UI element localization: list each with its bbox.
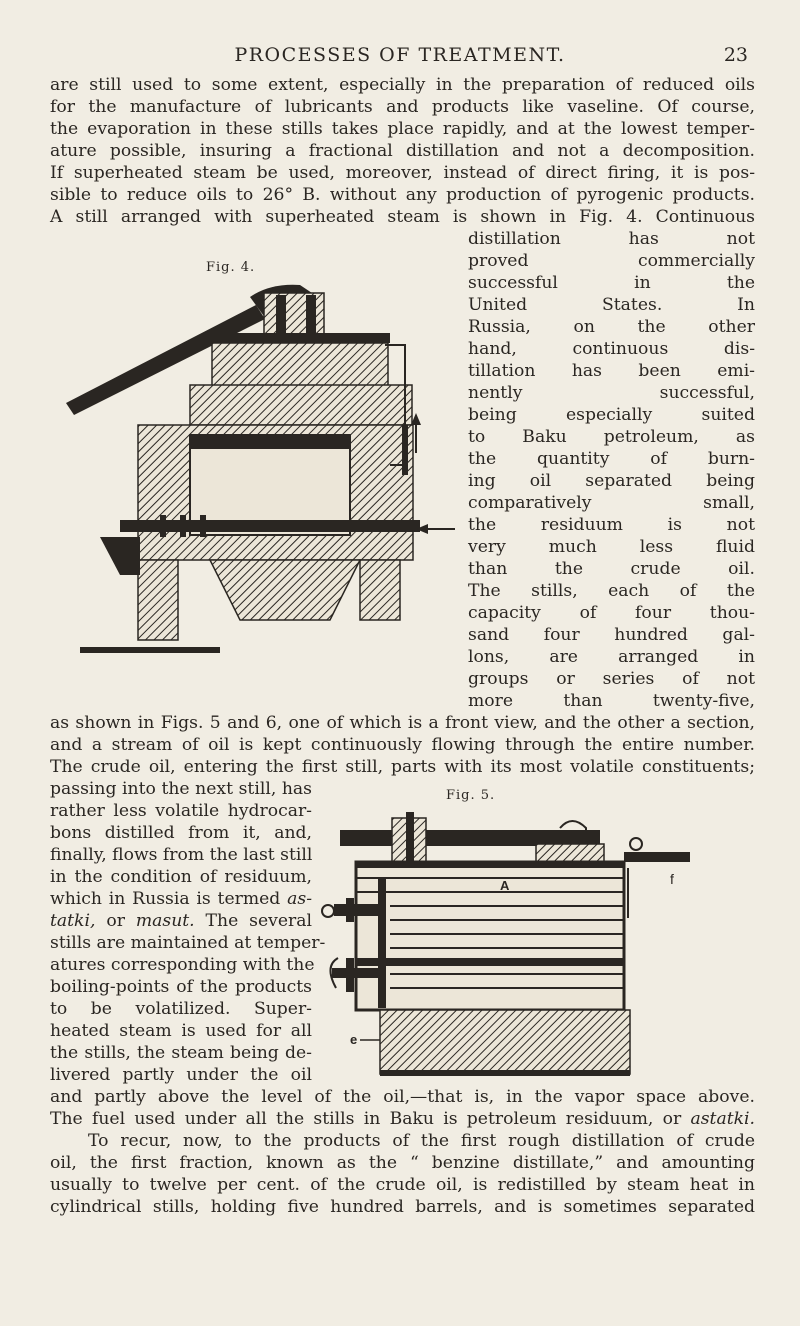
figure-5-still-section (310, 808, 710, 1088)
text-line: which in Russia is termed as- (50, 889, 312, 909)
text-line: the quantity of burn- (468, 449, 755, 469)
text-line: proved commercially (468, 251, 755, 271)
text-line: very much less fluid (468, 537, 755, 557)
text-line: ature possible, insuring a fractional distillation and not a decomposition. (50, 141, 755, 161)
figure-caption: Fig. 5. (446, 788, 496, 803)
text-line: bons distilled from it, and, (50, 823, 312, 843)
figure-label-e: e (350, 1032, 358, 1047)
text-line: United States. In (468, 295, 755, 315)
text-line: The crude oil, entering the first still, parts with its most volatile constituents; (50, 757, 755, 777)
text-line: To recur, now, to the products of the first rough distillation of crude (88, 1131, 755, 1151)
text-line: the residuum is not (468, 515, 755, 535)
text-line: The fuel used under all the stills in Baku is petroleum residuum, or astatki. (50, 1109, 755, 1129)
text-line: lons, are arranged in (468, 647, 755, 667)
text-line: tillation has been emi- (468, 361, 755, 381)
text-line: as shown in Figs. 5 and 6, one of which is a front view, and the other a section, (50, 713, 755, 733)
text-line: tatki, or masut. The several (50, 911, 312, 931)
text-line: for the manufacture of lubricants and products like vaseline. Of course, (50, 97, 755, 117)
text-line: are still used to some extent, especially in the preparation of reduced oils (50, 75, 755, 95)
text-line: usually to twelve per cent. of the crude oil, is redistilled by steam heat in (50, 1175, 755, 1195)
text-line: the stills, the steam being de- (50, 1043, 312, 1063)
page-number: 23 (723, 44, 748, 66)
text-line: distillation has not (468, 229, 755, 249)
running-head: PROCESSES OF TREATMENT. (234, 44, 566, 66)
text-line: The stills, each of the (468, 581, 755, 601)
text-line: capacity of four thou- (468, 603, 755, 623)
text-line: heated steam is used for all (50, 1021, 312, 1041)
text-line: If superheated steam be used, moreover, instead of direct firing, it is pos- (50, 163, 755, 183)
text-line: and a stream of oil is kept continuously flowing through the entire number. (50, 735, 755, 755)
text-line: boiling-points of the products (50, 977, 312, 997)
text-line: A still arranged with superheated steam is shown in Fig. 4. Continuous (50, 207, 755, 227)
text-line: oil, the first fraction, known as the “ benzine distillate,” and amounting (50, 1153, 755, 1173)
text-line: atures corresponding with the (50, 955, 315, 975)
text-line: sible to reduce oils to 26° B. without any production of pyrogenic products. (50, 185, 755, 205)
text-line: rather less volatile hydrocar- (50, 801, 312, 821)
text-line: the evaporation in these stills takes place rapidly, and at the lowest temper- (50, 119, 755, 139)
text-line: more than twenty-five, (468, 691, 755, 711)
figure-4-still-illustration (60, 275, 465, 655)
text-line: cylindrical stills, holding five hundred barrels, and is sometimes separated (50, 1197, 755, 1217)
text-line: than the crude oil. (468, 559, 755, 579)
text-line: nently successful, (468, 383, 755, 403)
text-line: successful in the (468, 273, 755, 293)
text-line: hand, continuous dis- (468, 339, 755, 359)
text-line: ing oil separated being (468, 471, 755, 491)
text-line: in the condition of residuum, (50, 867, 312, 887)
text-line: groups or series of not (468, 669, 755, 689)
figure-label-f: f (670, 871, 674, 887)
text-line: finally, flows from the last still (50, 845, 313, 865)
text-line: livered partly under the oil (50, 1065, 312, 1085)
text-line: stills are maintained at temper- (50, 933, 326, 953)
figure-caption: Fig. 4. (206, 260, 256, 275)
text-line: being especially suited (468, 405, 755, 425)
figure-label-a: A (500, 878, 510, 893)
text-line: sand four hundred gal- (468, 625, 755, 645)
text-line: and partly above the level of the oil,—that is, in the vapor space above. (50, 1087, 755, 1107)
text-line: passing into the next still, has (50, 779, 312, 799)
text-line: to Baku petroleum, as (468, 427, 755, 447)
text-line: comparatively small, (468, 493, 755, 513)
text-line: to be volatilized. Super- (50, 999, 312, 1019)
text-line: Russia, on the other (468, 317, 755, 337)
